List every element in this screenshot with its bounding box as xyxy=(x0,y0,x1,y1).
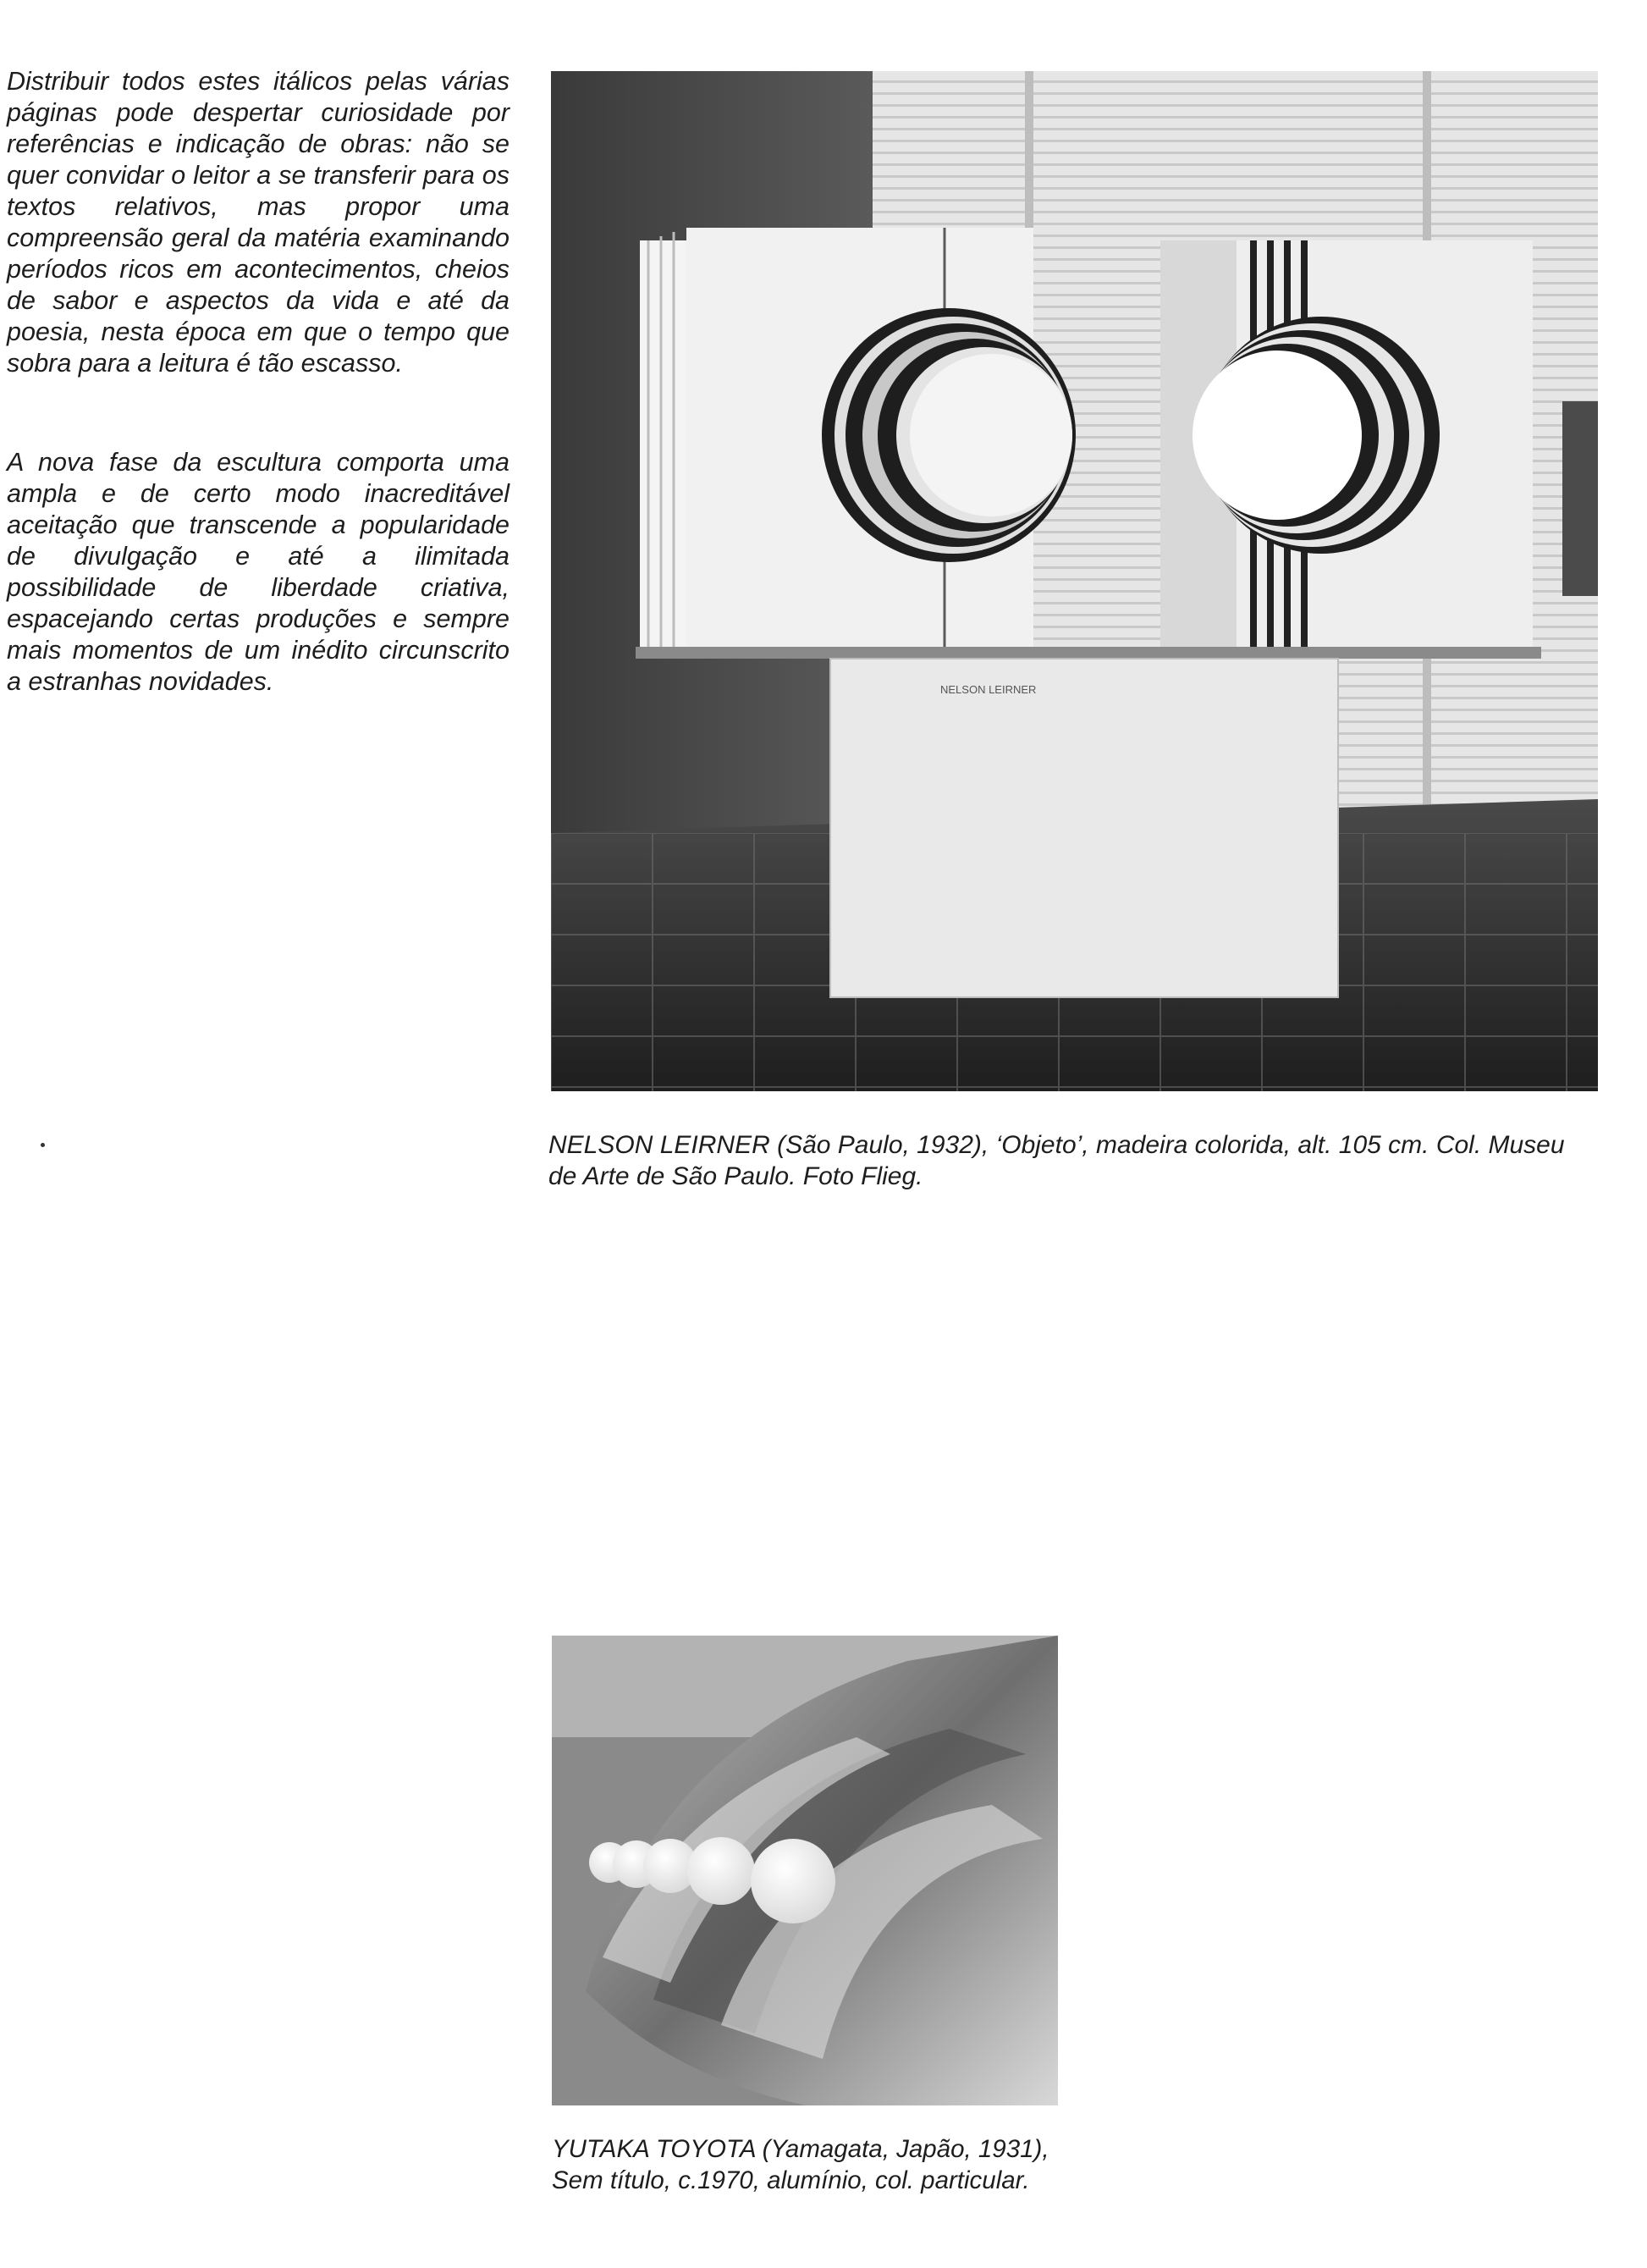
caption-yutaka-toyota-line1: YUTAKA TOYOTA (Yamagata, Japão, 1931), xyxy=(552,2135,1049,2163)
photo-yutaka-toyota-sem-titulo xyxy=(552,1636,1058,2105)
stray-mark xyxy=(41,1143,45,1147)
photo-nelson-leirner-objeto xyxy=(551,71,1598,1091)
caption-yutaka-toyota-line2: Sem título, c.1970, alumínio, col. particular. xyxy=(552,2166,1030,2194)
body-paragraph-1: Distribuir todos estes itálicos pelas várias páginas pode despertar curiosidade por referências e indicação de obras: não se quer convidar o leitor a se transferir para os textos relativos, mas propor uma compreensão geral da matéria examinando períodos ricos em acontecimentos, cheios de sabor e aspectos da vida e até da poesia, nesta época em que o tempo que sobra para a leitura é tão escasso. xyxy=(7,67,510,378)
body-paragraph-2: A nova fase da escultura comporta uma ampla e de certo modo inacreditável aceitação que transcende a popularidade de divulgação e até a ilimitada possibilidade de liberdade criativa, espacejando certas produções e sempre mais momentos de um inédito circunscrito a estranhas novidades. xyxy=(7,448,510,696)
plinth-label: NELSON LEIRNER xyxy=(940,683,1037,696)
caption-yutaka-toyota xyxy=(552,2133,1077,2196)
photo-nelson-leirner-drawing xyxy=(551,71,1598,1091)
photo-yutaka-toyota-drawing xyxy=(552,1636,1058,2105)
caption-nelson-leirner: NELSON LEIRNER (São Paulo, 1932), ‘Objeto’, madeira colorida, alt. 105 cm. Col. Museu de Arte de São Paulo. Foto Flieg. xyxy=(548,1131,1565,1190)
